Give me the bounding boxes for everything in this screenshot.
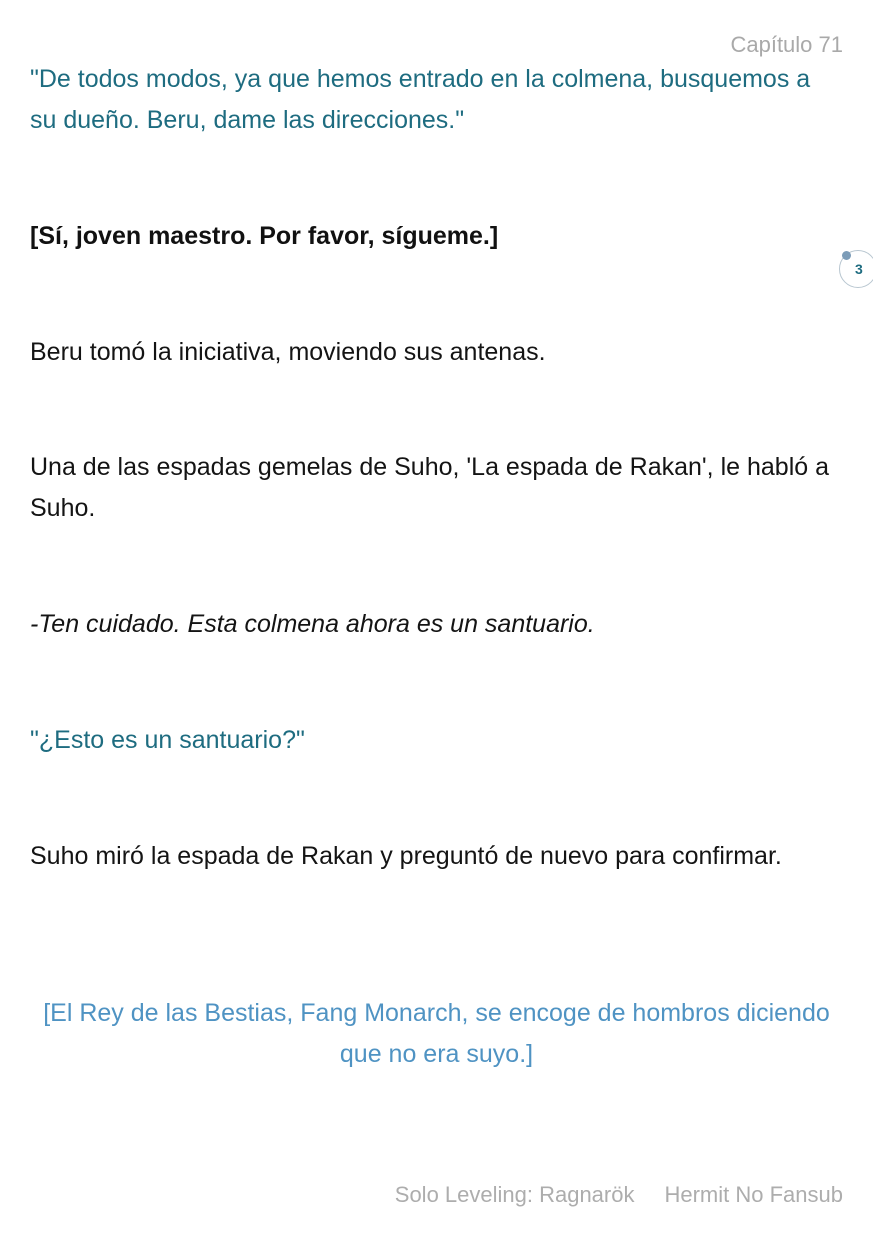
page-dot-icon: [842, 251, 851, 260]
dialogue-paragraph: "¿Esto es un santuario?": [30, 726, 305, 754]
novel-title: Solo Leveling: Ragnarök: [394, 1182, 635, 1207]
chapter-label: Capítulo 71: [730, 32, 843, 57]
narration-paragraph: Beru tomó la iniciativa, moviendo sus antenas.: [30, 338, 546, 366]
system-message-paragraph: [El Rey de las Bestias, Fang Monarch, se encoge de hombros diciendo que no era suyo.]: [43, 999, 830, 1068]
narration-paragraph: Una de las espadas gemelas de Suho, 'La espada de Rakan', le habló a Suho.: [30, 453, 829, 522]
translator-credit: Hermit No Fansub: [664, 1182, 843, 1207]
dialogue-paragraph: "De todos modos, ya que hemos entrado en la colmena, busquemos a su dueño. Beru, dame las direcciones.": [30, 65, 811, 134]
narration-paragraph: Suho miró la espada de Rakan y preguntó de nuevo para confirmar.: [30, 842, 782, 870]
page-footer: [395, 1182, 843, 1208]
system-quote-paragraph: [Sí, joven maestro. Por favor, sígueme.]: [30, 222, 499, 250]
page-indicator[interactable]: [839, 250, 873, 288]
page-number: 3: [855, 261, 863, 277]
sword-speech-paragraph: -Ten cuidado. Esta colmena ahora es un santuario.: [30, 610, 595, 638]
